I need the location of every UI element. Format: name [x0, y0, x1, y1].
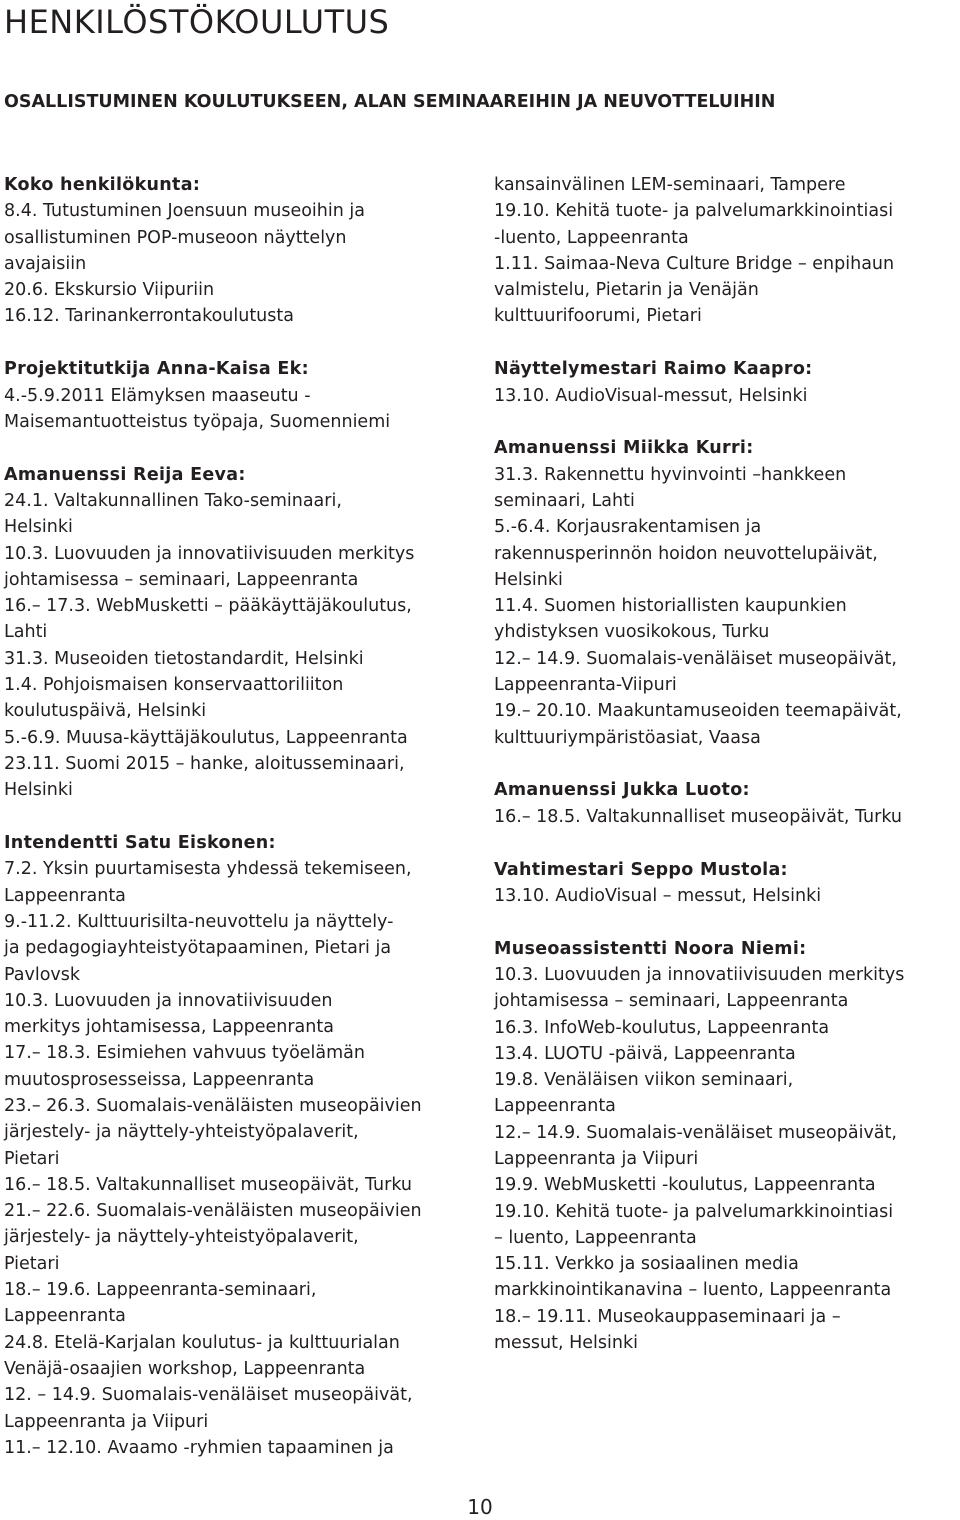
training-entry-line: rakennusperinnön hoidon neuvottelupäivät,: [494, 543, 878, 564]
training-entry-line: johtamisessa – seminaari, Lappeenranta: [494, 991, 849, 1012]
training-entry-line: Lappeenranta: [4, 1306, 126, 1327]
staff-group: [4, 356, 480, 435]
training-entry-line: Pietari: [4, 1148, 60, 1169]
training-entry-line: Lappeenranta ja Viipuri: [494, 1149, 699, 1169]
training-entry-line: merkitys johtamisessa, Lappeenranta: [4, 1017, 334, 1038]
training-entry-line: 13.10. AudioVisual-messut, Helsinki: [494, 385, 808, 406]
training-entry-line: 31.3. Rakennettu hyvinvointi –hankkeen: [494, 464, 847, 485]
training-entry-line: 18.– 19.6. Lappeenranta-seminaari,: [4, 1280, 317, 1301]
training-entry-line: 10.3. Luovuuden ja innovatiivisuuden: [4, 990, 333, 1011]
training-entry-line: 9.-11.2. Kulttuurisilta-neuvottelu ja näyttely-: [4, 911, 394, 932]
training-entry-line: – luento, Lappeenranta: [494, 1227, 697, 1248]
staff-group-title: Intendentti Satu Eiskonen:: [4, 833, 276, 854]
training-entry-line: 12.– 14.9. Suomalais-venäläiset museopäivät,: [494, 1122, 897, 1143]
staff-group-title: Projektitutkija Anna-Kaisa Ek:: [4, 359, 309, 380]
staff-group-title: Näyttelymestari Raimo Kaapro:: [494, 359, 813, 380]
training-entry-line: Lappeenranta: [494, 1096, 616, 1117]
training-entry-line: koulutuspäivä, Helsinki: [4, 701, 207, 722]
training-entry-line: valmistelu, Pietarin ja Venäjän: [494, 280, 759, 301]
training-entry-line: Helsinki: [4, 780, 73, 801]
training-entry-line: kansainvälinen LEM-seminaari, Tampere: [494, 175, 846, 195]
training-entry-line: Lappeenranta: [4, 885, 126, 906]
training-entry-line: Maisemantuotteistus työpaja, Suomenniemi: [4, 411, 391, 432]
training-entry-line: 16.– 17.3. WebMusketti – pääkäyttäjäkoulutus,: [4, 596, 412, 617]
training-entry-line: 7.2. Yksin puurtamisesta yhdessä tekemiseen,: [4, 859, 412, 880]
staff-group-title: Koko henkilökunta:: [4, 175, 201, 195]
training-entry-line: 16.– 18.5. Valtakunnalliset museopäivät, Turku: [494, 806, 903, 827]
staff-group: [494, 435, 960, 751]
training-entry-line: 24.8. Etelä-Karjalan koulutus- ja kulttuurialan: [4, 1332, 400, 1353]
training-entry-line: 16.– 18.5. Valtakunnalliset museopäivät, Turku: [4, 1174, 413, 1195]
training-entry-line: 16.3. InfoWeb-koulutus, Lappeenranta: [494, 1017, 830, 1038]
training-entry-line: Lahti: [4, 622, 48, 643]
training-entry-line: 23.11. Suomi 2015 – hanke, aloitusseminaari,: [4, 753, 405, 774]
staff-group-title: Amanuenssi Reija Eeva:: [4, 464, 246, 485]
training-entry-line: markkinointikanavina – luento, Lappeenranta: [494, 1280, 892, 1301]
training-entry-line: kulttuurifoorumi, Pietari: [494, 306, 702, 327]
training-entry-line: 13.10. AudioVisual – messut, Helsinki: [494, 885, 822, 906]
training-entry-line: Pavlovsk: [4, 964, 81, 985]
training-entry-line: 21.– 22.6. Suomalais-venäläisten museopäivien: [4, 1201, 422, 1222]
training-entry-line: 12. – 14.9. Suomalais-venäläiset museopäivät,: [4, 1385, 413, 1406]
training-entry-line: 11.– 12.10. Avaamo -ryhmien tapaaminen ja: [4, 1437, 394, 1458]
staff-group: [494, 857, 960, 910]
training-entry-line: avajaisiin: [4, 253, 87, 274]
training-entry-line: johtamisessa – seminaari, Lappeenranta: [4, 569, 359, 590]
training-entry-line: 8.4. Tutustuminen Joensuun museoihin ja: [4, 201, 365, 222]
training-entry-line: osallistuminen POP-museoon näyttelyn: [4, 227, 347, 248]
training-entry-line: kulttuuriympäristöasiat, Vaasa: [494, 727, 761, 748]
training-entry-line: 24.1. Valtakunnallinen Tako-seminaari,: [4, 490, 342, 511]
staff-group: [4, 462, 480, 804]
training-entry-line: 16.12. Tarinankerrontakoulutusta: [4, 306, 294, 327]
training-entry-line: 1.11. Saimaa-Neva Culture Bridge – enpihaun: [494, 253, 895, 274]
training-entry-line: 10.3. Luovuuden ja innovatiivisuuden merkitys: [4, 543, 415, 564]
staff-group-title: Museoassistentti Noora Niemi:: [494, 938, 807, 959]
staff-group: [4, 830, 480, 1461]
training-entry-line: muutosprosesseissa, Lappeenranta: [4, 1069, 315, 1090]
training-entry-line: seminaari, Lahti: [494, 490, 635, 511]
staff-group: [494, 777, 960, 830]
training-entry-line: Lappeenranta ja Viipuri: [4, 1411, 209, 1432]
staff-group: [494, 936, 960, 1357]
training-entry-line: 19.9. WebMusketti -koulutus, Lappeenranta: [494, 1175, 876, 1196]
training-entry-line: messut, Helsinki: [494, 1333, 638, 1354]
training-entry-line: 19.10. Kehitä tuote- ja palvelumarkkinointiasi: [494, 201, 894, 222]
training-entry-line: 5.-6.9. Muusa-käyttäjäkoulutus, Lappeenranta: [4, 727, 408, 748]
training-entry-line: yhdistyksen vuosikokous, Turku: [494, 622, 770, 643]
training-entry-line: 19.8. Venäläisen viikon seminaari,: [494, 1070, 794, 1091]
staff-group-title: Vahtimestari Seppo Mustola:: [494, 859, 788, 880]
training-entry-line: 4.-5.9.2011 Elämyksen maaseutu -: [4, 385, 311, 406]
training-entry-line: 19.10. Kehitä tuote- ja palvelumarkkinointiasi: [494, 1201, 894, 1222]
training-entry-line: 18.– 19.11. Museokauppaseminaari ja –: [494, 1306, 841, 1327]
staff-group: [4, 172, 480, 330]
training-entry-line: 1.4. Pohjoismaisen konservaattoriliiton: [4, 675, 344, 696]
training-entry-line: Venäjä-osaajien workshop, Lappeenranta: [4, 1358, 366, 1379]
left-column: [4, 172, 480, 1488]
section-heading: OSALLISTUMINEN KOULUTUKSEEN, ALAN SEMINAAREIHIN JA NEUVOTTELUIHIN: [4, 92, 776, 112]
right-column: [494, 172, 960, 1383]
staff-group-title: Amanuenssi Miikka Kurri:: [494, 438, 754, 459]
training-entry-line: 5.-6.4. Korjausrakentamisen ja: [494, 517, 762, 538]
training-entry-line: Pietari: [4, 1253, 60, 1274]
staff-group: [494, 356, 960, 409]
training-entry-line: Helsinki: [4, 517, 73, 538]
training-entry-line: 23.– 26.3. Suomalais-venäläisten museopäivien: [4, 1096, 422, 1116]
page-title: HENKILÖSTÖKOULUTUS: [4, 3, 390, 41]
training-entry-line: 10.3. Luovuuden ja innovatiivisuuden merkitys: [494, 964, 905, 985]
training-entry-line: Lappeenranta-Viipuri: [494, 675, 677, 696]
training-entry-line: 15.11. Verkko ja sosiaalinen media: [494, 1254, 799, 1275]
training-entry-line: 12.– 14.9. Suomalais-venäläiset museopäivät,: [494, 648, 897, 669]
training-entry-line: -luento, Lappeenranta: [494, 227, 689, 248]
training-entry-line: järjestely- ja näyttely-yhteistyöpalaverit,: [4, 1227, 359, 1248]
training-entry-line: Helsinki: [494, 569, 563, 590]
training-entry-line: 31.3. Museoiden tietostandardit, Helsinki: [4, 648, 364, 669]
staff-group-title: Amanuenssi Jukka Luoto:: [494, 780, 750, 801]
training-entry-line: 11.4. Suomen historiallisten kaupunkien: [494, 596, 847, 617]
training-entry-line: 19.– 20.10. Maakuntamuseoiden teemapäivät,: [494, 701, 902, 722]
training-entry-line: 20.6. Ekskursio Viipuriin: [4, 280, 215, 301]
training-entry-line: 13.4. LUOTU -päivä, Lappeenranta: [494, 1043, 796, 1064]
training-entry-line: järjestely- ja näyttely-yhteistyöpalaverit,: [4, 1122, 359, 1143]
training-entry-line: 17.– 18.3. Esimiehen vahvuus työelämän: [4, 1043, 365, 1064]
page-number: 10: [467, 1495, 493, 1519]
staff-group: [494, 172, 960, 330]
training-entry-line: ja pedagogiayhteistyötapaaminen, Pietari ja: [4, 938, 392, 959]
